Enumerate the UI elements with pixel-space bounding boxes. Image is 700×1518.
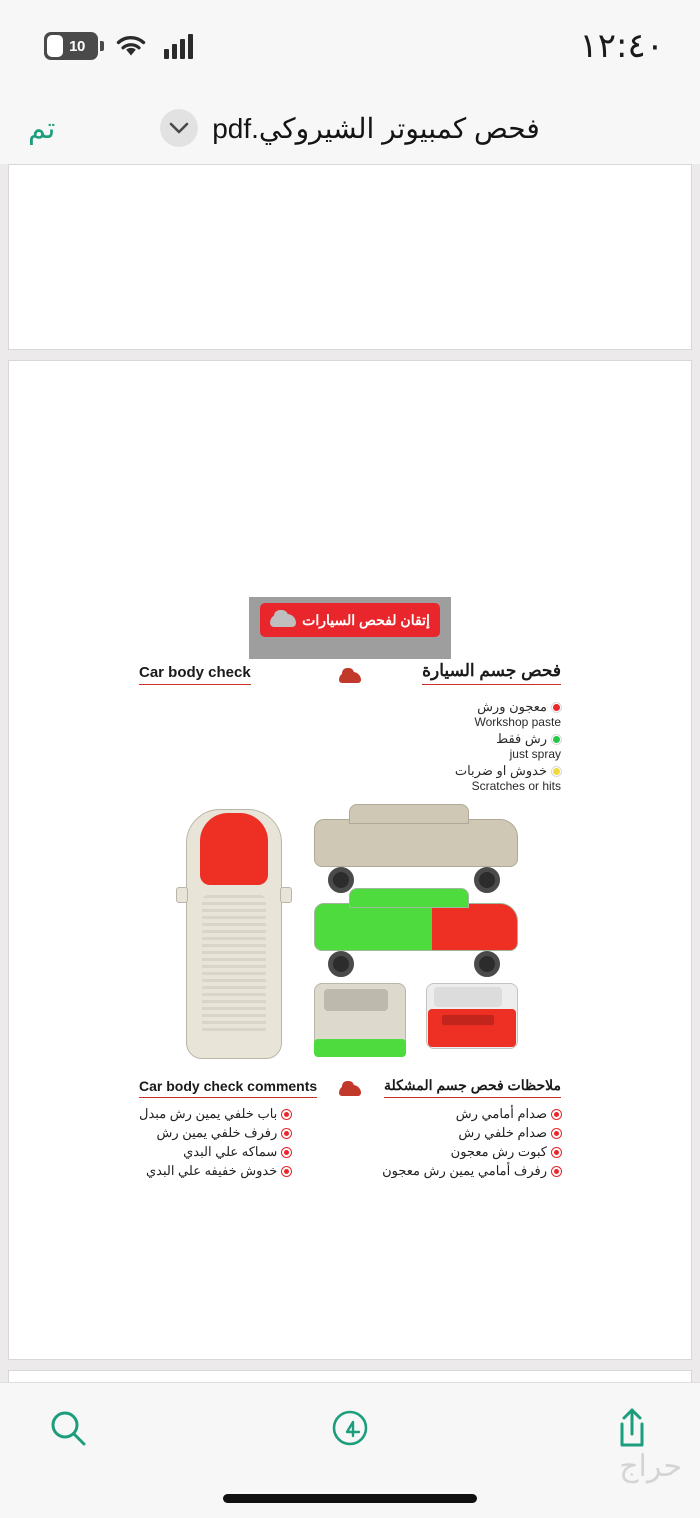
wheel-icon [474, 951, 500, 977]
pdf-page-content [9, 597, 691, 1179]
legend-label-ar: خدوش او ضربات [454, 763, 547, 778]
legend-label-en: Scratches or hits [471, 779, 561, 793]
car-side-diagrams [306, 809, 526, 1061]
report-banner-wrap [139, 597, 561, 659]
pdf-page-previous [8, 164, 692, 350]
car-sideview-greenhouse-colored [349, 888, 469, 908]
bullet-dot-icon [282, 1167, 291, 1176]
nav-spacer [630, 128, 670, 129]
battery-level-label: 10 [69, 37, 85, 55]
comment-text: رفرف أمامي يمين رش معجون [382, 1163, 547, 1178]
car-topview-roof [200, 813, 268, 885]
car-frontview-grille [442, 1015, 494, 1025]
document-title: فحص كمبيوتر الشيروكي.pdf [212, 112, 540, 144]
bullet-dot-icon [552, 1110, 561, 1119]
list-item [451, 1144, 561, 1160]
car-sideview-greenhouse [349, 804, 469, 824]
list-item [139, 1106, 291, 1122]
comments-column-right [382, 1106, 561, 1179]
search-icon[interactable] [46, 1406, 90, 1455]
wheel-icon [328, 867, 354, 893]
bottom-toolbar [0, 1382, 700, 1478]
legend-label-en: Workshop paste [474, 715, 561, 729]
wifi-icon [114, 33, 148, 59]
comment-text: صدام أمامي رش [455, 1106, 547, 1121]
report-banner [249, 597, 451, 659]
car-rearview-bumper [314, 1039, 406, 1057]
chevron-down-icon[interactable] [160, 109, 198, 147]
car-icon-divider [339, 672, 361, 683]
comment-text: باب خلفي يمين رش مبدل [139, 1106, 278, 1121]
legend-label-en: just spray [509, 747, 561, 761]
car-topview [180, 809, 288, 1059]
comments-title-en: Car body check comments [139, 1078, 317, 1098]
list-item [183, 1144, 291, 1160]
markup-pen-icon[interactable] [328, 1406, 372, 1455]
legend-label-ar: معجون ورش [477, 699, 547, 714]
car-sideview-body-colored [314, 903, 518, 951]
legend-item [496, 731, 561, 761]
status-left-group [44, 32, 193, 60]
pdf-page-current [8, 360, 692, 1360]
car-topview-mirror-right [280, 887, 292, 903]
section-title-ar: فحص جسم السيارة [422, 661, 561, 685]
report-banner-label: إتقان لفحص السيارات [302, 611, 430, 628]
car-icon-divider [339, 1085, 361, 1096]
comment-text: صدام خلفي رش [458, 1125, 547, 1140]
list-item [382, 1163, 561, 1179]
comment-text: خدوش خفيفه علي البدي [145, 1163, 278, 1178]
bullet-dot-icon [282, 1129, 291, 1138]
bullet-dot-icon [552, 1167, 561, 1176]
car-end-views [306, 977, 526, 1061]
comment-text: رفرف خلفي يمين رش [156, 1125, 278, 1140]
legend-dot-icon [552, 703, 561, 712]
car-frontview-windshield [434, 987, 502, 1007]
wheel-icon [474, 867, 500, 893]
car-rearview [310, 977, 410, 1061]
comments-column-left [139, 1106, 291, 1179]
list-item [156, 1125, 291, 1141]
car-sideview-top [306, 809, 526, 885]
report-banner-inner [260, 603, 440, 637]
car-topview-hood [202, 895, 266, 1035]
wheel-icon [328, 951, 354, 977]
home-indicator-area [0, 1450, 700, 1518]
comments-title-ar: ملاحظات فحص جسم المشكلة [384, 1077, 561, 1098]
battery-icon [44, 32, 98, 60]
comment-text: سماكه علي البدي [183, 1144, 278, 1159]
watermark-label: حراج [619, 1450, 682, 1483]
car-icon [270, 614, 296, 627]
car-diagrams [139, 809, 561, 1061]
bullet-dot-icon [552, 1148, 561, 1157]
list-item [146, 1163, 291, 1179]
legend-label-ar: رش فقط [496, 731, 547, 746]
status-time: ١٢:٤٠ [579, 26, 664, 66]
signal-bars-icon [164, 33, 193, 59]
nav-bar [0, 92, 700, 164]
legend [139, 699, 561, 793]
section-title-en: Car body check [139, 664, 251, 685]
legend-dot-icon [552, 767, 561, 776]
comment-text: كبوت رش معجون [450, 1144, 547, 1159]
pdf-page-next [8, 1370, 692, 1382]
legend-item-ar [455, 763, 561, 779]
legend-item [455, 763, 561, 793]
list-item [456, 1106, 561, 1122]
car-topview-diagram [174, 809, 294, 1059]
bullet-dot-icon [282, 1110, 291, 1119]
car-frontview [422, 977, 522, 1061]
comments-lists [139, 1106, 561, 1179]
bullet-dot-icon [282, 1148, 291, 1157]
car-rearview-window [324, 989, 388, 1011]
legend-dot-icon [552, 735, 561, 744]
done-button[interactable]: تم [28, 112, 56, 145]
legend-item-ar [496, 731, 561, 747]
car-topview-mirror-left [176, 887, 188, 903]
home-indicator[interactable] [223, 1494, 477, 1503]
section-heading-row [139, 661, 561, 685]
legend-item [475, 699, 562, 729]
document-scroll-area[interactable] [0, 164, 700, 1382]
car-sideview-bottom [306, 893, 526, 969]
car-sideview-body [314, 819, 518, 867]
legend-item-ar [475, 699, 562, 715]
status-bar [0, 0, 700, 92]
comments-heading-row [139, 1077, 561, 1098]
list-item [458, 1125, 561, 1141]
bullet-dot-icon [552, 1129, 561, 1138]
nav-title-group [0, 109, 700, 147]
